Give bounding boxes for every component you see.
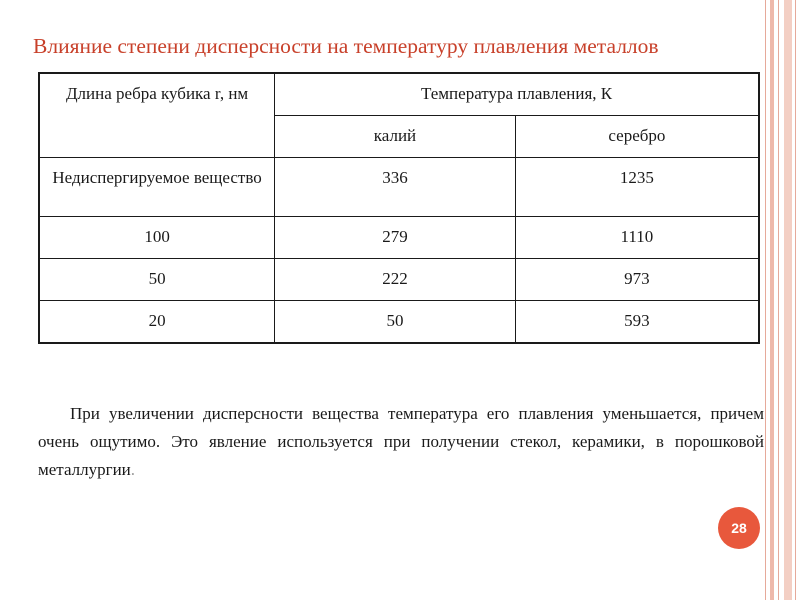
cell-silver: 1110 [515, 217, 759, 259]
slide-title: Влияние степени дисперсности на температуру плавления металлов [33, 34, 659, 58]
table-row [39, 217, 759, 259]
cell-silver: 1235 [515, 158, 759, 217]
cell-size: Недиспергируемое вещество [39, 158, 275, 217]
cell-potassium: 336 [275, 158, 516, 217]
header-potassium: калий [275, 116, 516, 158]
table-row [39, 158, 759, 217]
table-row [39, 259, 759, 301]
header-melting-temperature: Температура плавления, К [275, 73, 759, 116]
table-row [39, 301, 759, 344]
header-silver: серебро [515, 116, 759, 158]
cell-potassium: 222 [275, 259, 516, 301]
slide-border-line [778, 0, 779, 600]
table-header-row [39, 73, 759, 116]
slide-border-line [795, 0, 796, 600]
cell-potassium: 279 [275, 217, 516, 259]
explanation-paragraph [38, 400, 764, 484]
slide-border-line [765, 0, 766, 600]
paragraph-end-mark: . [130, 460, 136, 479]
melting-point-table [38, 72, 760, 344]
cell-silver: 593 [515, 301, 759, 344]
page-number-badge: 28 [718, 507, 760, 549]
cell-silver: 973 [515, 259, 759, 301]
cell-size: 100 [39, 217, 275, 259]
explanation-text: При увеличении дисперсности вещества температура его плавления уменьшается, причем очень ощутимо. Это явление используется при получении стекол, керамики, в порошковой металлургии [38, 404, 764, 479]
cell-size: 50 [39, 259, 275, 301]
slide-border-line [770, 0, 774, 600]
cell-potassium: 50 [275, 301, 516, 344]
cell-size: 20 [39, 301, 275, 344]
slide-border-line [784, 0, 792, 600]
header-cube-edge-length: Длина ребра кубика r, нм [39, 73, 275, 158]
